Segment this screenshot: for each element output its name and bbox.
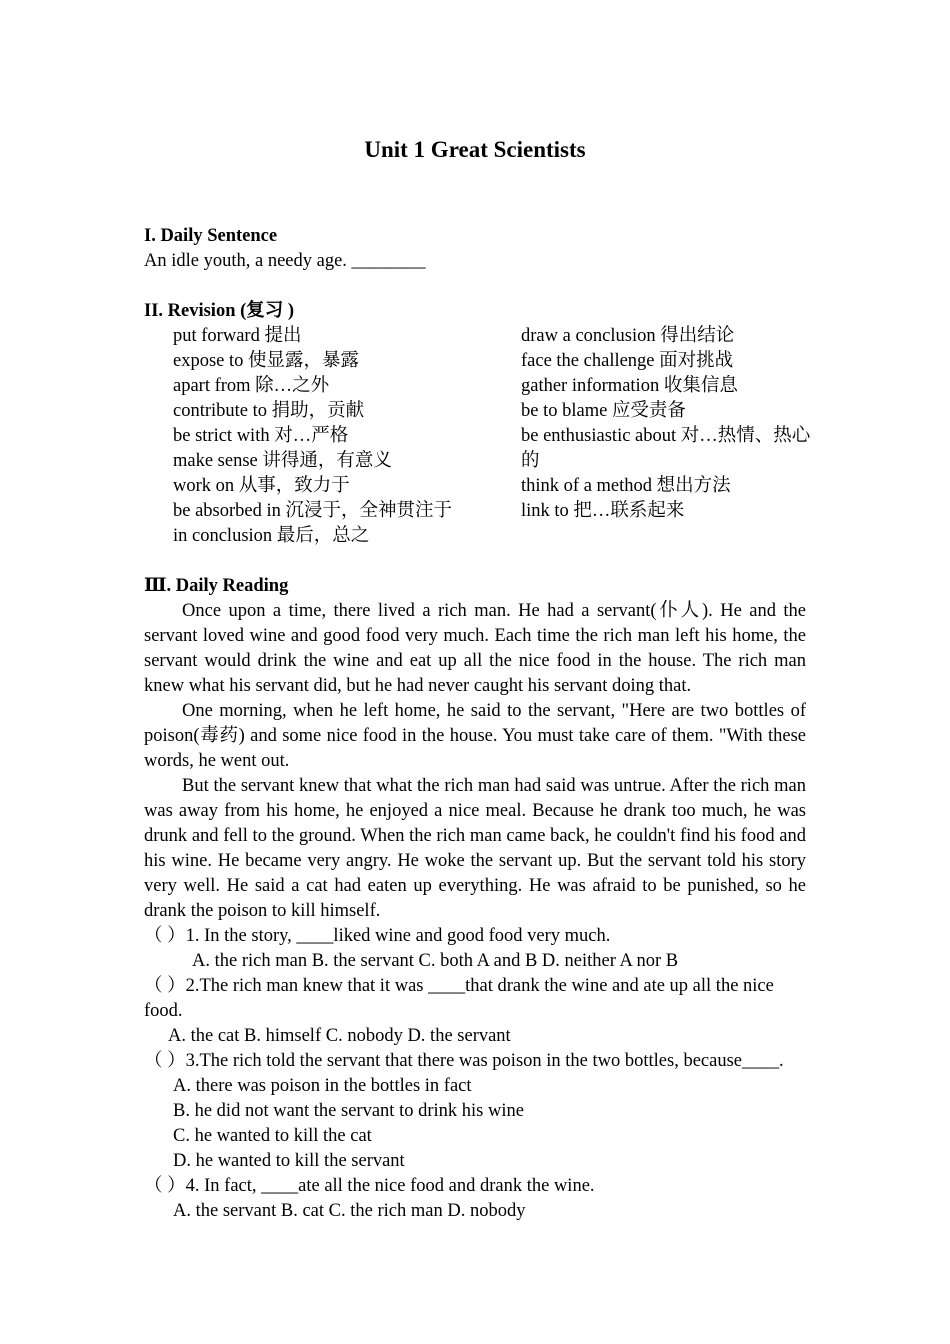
vocab-item: apart from 除…之外	[173, 376, 330, 396]
question-stem: （ ）3.The rich told the servant that there was poison in the two bottles, because____.	[144, 1051, 784, 1071]
question-option: D. he wanted to kill the servant	[173, 1151, 405, 1171]
question-options: A. the servant B. cat C. the rich man D. nobody	[173, 1201, 526, 1221]
vocab-item: expose to 使显露，暴露	[173, 351, 360, 371]
document-body	[144, 224, 811, 1224]
question-options: A. the rich man B. the servant C. both A and B D. neither A nor B	[192, 951, 679, 971]
vocab-item: be absorbed in 沉浸于，全神贯注于	[173, 501, 453, 521]
page-title: Unit 1 Great Scientists	[364, 137, 586, 162]
vocab-item: draw a conclusion 得出结论	[521, 326, 735, 346]
vocab-item: be to blame 应受责备	[521, 401, 686, 421]
vocab-column-right	[521, 324, 811, 524]
question-options: A. the cat B. himself C. nobody D. the servant	[168, 1026, 511, 1046]
section3-heading: Ⅲ. Daily Reading	[144, 576, 289, 596]
question-stem: （ ）4. In fact, ____ate all the nice food and drank the wine.	[144, 1176, 595, 1196]
reading-paragraph: Once upon a time, there lived a rich man. He had a servant(仆人). He and the servant loved wine and good food very much. Each time the rich man left his home, the servant would drink the wine and eat up all the nice food in the house. The rich man knew what his servant did, but he had never caught his servant doing that.	[144, 601, 806, 696]
vocab-item: gather information 收集信息	[521, 376, 738, 396]
vocab-item: link to 把…联系起来	[521, 501, 685, 521]
vocab-item: contribute to 捐助，贡献	[173, 401, 365, 421]
vocab-item: be strict with 对…严格	[173, 426, 349, 446]
vocab-column-left	[173, 324, 513, 549]
vocab-item: make sense 讲得通，有意义	[173, 451, 392, 471]
spacer	[144, 274, 806, 299]
vocab-item: think of a method 想出方法	[521, 476, 731, 496]
reading-paragraph: One morning, when he left home, he said to the servant, "Here are two bottles of poison(毒药) and some nice food in the house. You must take care of them. "With these words, he went out.	[144, 701, 806, 771]
reading-paragraph: But the servant knew that what the rich man had said was untrue. After the rich man was away from his home, he enjoyed a nice meal. Because he drank too much, he was drunk and fell to the ground. When the rich man came back, he couldn't find his food and his wine. He became very angry. He woke the servant up. But the servant told his story very well. He said a cat had eaten up everything. He was afraid to be punished, so he drank the poison to kill himself.	[144, 776, 806, 921]
section2-heading: II. Revision (复习 )	[144, 301, 295, 321]
daily-sentence: An idle youth, a needy age. ________	[144, 251, 426, 271]
question-option: C. he wanted to kill the cat	[173, 1126, 372, 1146]
section1-heading: I. Daily Sentence	[144, 226, 278, 246]
vocab-item: work on 从事，致力于	[173, 476, 350, 496]
question-option: B. he did not want the servant to drink his wine	[173, 1101, 524, 1121]
vocab-item: put forward 提出	[173, 326, 302, 346]
vocab-list	[144, 324, 811, 549]
spacer	[144, 549, 806, 574]
vocab-item: face the challenge 面对挑战	[521, 351, 734, 371]
question-stem: （ ）2.The rich man knew that it was ____that drank the wine and ate up all the nice food.	[144, 976, 774, 1021]
question-stem: （ ）1. In the story, ____liked wine and good food very much.	[144, 926, 611, 946]
vocab-item: in conclusion 最后，总之	[173, 526, 370, 546]
vocab-item: be enthusiastic about 对…热情、热心的	[521, 426, 811, 471]
question-option: A. there was poison in the bottles in fact	[173, 1076, 472, 1096]
